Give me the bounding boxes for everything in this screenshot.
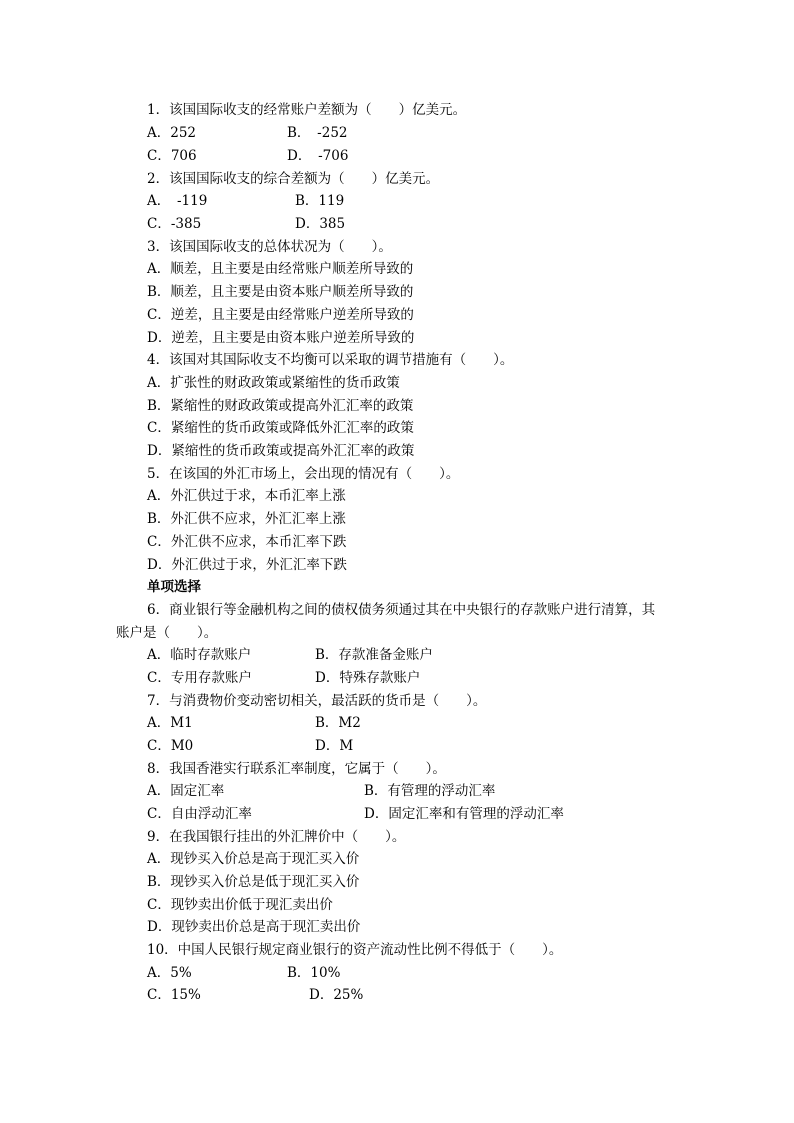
question-3-option-c: C．逆差，且主要是由经常账户逆差所导致的 [147, 307, 414, 323]
question-5-option-b: B．外汇供不应求，外汇汇率上涨 [147, 511, 346, 527]
question-8-option-a: A．固定汇率 [147, 783, 225, 799]
question-4-option-a: A．扩张性的财政政策或紧缩性的货币政策 [147, 375, 400, 391]
question-9-option-c: C．现钞卖出价低于现汇卖出价 [147, 897, 333, 913]
question-6-option-b: B．存款准备金账户 [315, 647, 433, 663]
question-2-option-a: A． -119 [147, 193, 208, 209]
question-6-option-d: D．特殊存款账户 [315, 670, 421, 686]
question-5-option-c: C．外汇供不应求，本币汇率下跌 [147, 534, 347, 550]
question-7-option-a: A．M1 [147, 715, 193, 731]
question-10-option-c: C．15% [147, 987, 201, 1003]
question-2-option-c: C．-385 [147, 216, 202, 232]
question-1-stem: 1．该国国际收支的经常账户差额为（ ）亿美元。 [147, 102, 467, 118]
question-6-option-c: C．专用存款账户 [147, 670, 252, 686]
question-4-option-c: C．紧缩性的货币政策或降低外汇汇率的政策 [147, 420, 414, 436]
question-7-option-c: C．M0 [147, 738, 194, 754]
question-6-stem-line2: 账户是（ ）。 [116, 625, 218, 641]
question-10-stem: 10．中国人民银行规定商业银行的资产流动性比例不得低于（ ）。 [147, 942, 563, 958]
question-8-option-b: B．有管理的浮动汇率 [364, 783, 496, 799]
question-9-option-b: B．现钞买入价总是低于现汇买入价 [147, 874, 360, 890]
question-9-stem: 9．在我国银行挂出的外汇牌价中（ ）。 [147, 829, 406, 845]
question-1-option-a: A．252 [147, 125, 197, 141]
question-5-option-a: A．外汇供过于求，本币汇率上涨 [147, 488, 346, 504]
question-8-option-c: C．自由浮动汇率 [147, 806, 252, 822]
question-2-stem: 2．该国国际收支的综合差额为（ ）亿美元。 [147, 171, 440, 187]
question-2-option-d: D．385 [295, 216, 346, 232]
question-2-option-b: B．119 [295, 193, 345, 209]
question-3-stem: 3．该国国际收支的总体状况为（ ）。 [147, 239, 392, 255]
question-7-option-d: D．M [315, 738, 354, 754]
question-8-option-d: D．固定汇率和有管理的浮动汇率 [364, 806, 564, 822]
question-9-option-d: D．现钞卖出价总是高于现汇卖出价 [147, 919, 361, 935]
section-heading: 单项选择 [147, 579, 201, 595]
question-10-option-a: A．5% [147, 965, 192, 981]
question-3-option-d: D．逆差，且主要是由资本账户逆差所导致的 [147, 330, 415, 346]
question-1-option-c: C．706 [147, 148, 197, 164]
question-10-option-b: B．10% [287, 965, 341, 981]
question-6-stem-line1: 6．商业银行等金融机构之间的债权债务须通过其在中央银行的存款账户进行清算，其 [147, 602, 656, 618]
question-4-option-b: B．紧缩性的财政政策或提高外汇汇率的政策 [147, 398, 414, 414]
question-3-option-b: B．顺差，且主要是由资本账户顺差所导致的 [147, 284, 414, 300]
question-4-option-d: D．紧缩性的货币政策或提高外汇汇率的政策 [147, 443, 415, 459]
question-5-option-d: D．外汇供过于求，外汇汇率下跌 [147, 557, 347, 573]
question-6-option-a: A．临时存款账户 [147, 647, 252, 663]
question-9-option-a: A．现钞买入价总是高于现汇买入价 [147, 851, 360, 867]
question-7-option-b: B．M2 [315, 715, 361, 731]
question-1-option-d: D． -706 [287, 148, 349, 164]
question-4-stem: 4．该国对其国际收支不均衡可以采取的调节措施有（ ）。 [147, 352, 514, 368]
question-7-stem: 7．与消费物价变动密切相关，最活跃的货币是（ ）。 [147, 693, 487, 709]
question-8-stem: 8．我国香港实行联系汇率制度，它属于（ ）。 [147, 761, 446, 777]
question-10-option-d: D．25% [309, 987, 364, 1003]
question-5-stem: 5．在该国的外汇市场上，会出现的情况有（ ）。 [147, 466, 460, 482]
question-1-option-b: B． -252 [287, 125, 348, 141]
question-3-option-a: A．顺差，且主要是由经常账户顺差所导致的 [147, 261, 414, 277]
